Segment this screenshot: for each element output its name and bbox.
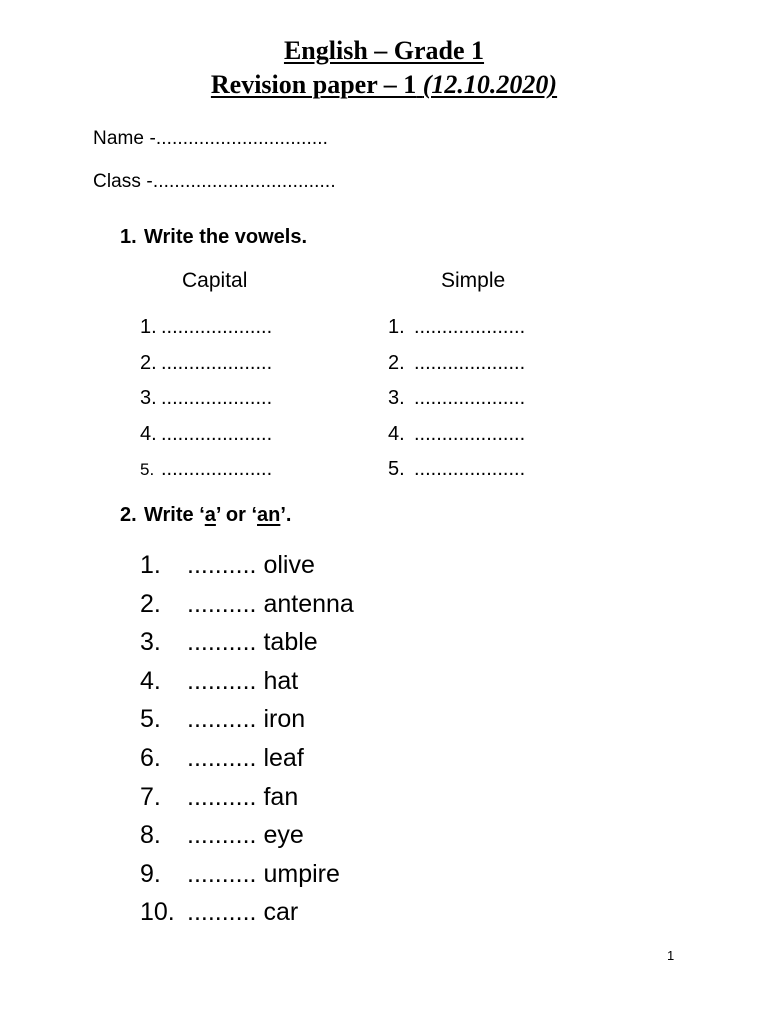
item-word: eye bbox=[263, 821, 304, 850]
list-item bbox=[140, 742, 354, 781]
simple-vowel-list bbox=[388, 313, 525, 491]
list-item bbox=[388, 313, 525, 349]
answer-blank: .................... bbox=[161, 316, 273, 338]
item-number: 10. bbox=[140, 898, 175, 927]
item-number: 8. bbox=[140, 821, 161, 850]
list-item bbox=[140, 549, 354, 588]
item-number: 9. bbox=[140, 859, 161, 888]
list-item bbox=[140, 420, 272, 456]
answer-blank: .......... bbox=[187, 859, 257, 888]
item-word: umpire bbox=[263, 859, 340, 888]
answer-blank: .......... bbox=[187, 743, 257, 772]
answer-blank: .................... bbox=[414, 316, 526, 338]
item-number: 3. bbox=[140, 387, 157, 409]
question-text-post: ’. bbox=[280, 504, 292, 526]
list-item bbox=[140, 819, 354, 858]
list-item bbox=[388, 455, 525, 491]
item-number: 7. bbox=[140, 782, 161, 811]
answer-blank: .......... bbox=[187, 821, 257, 850]
item-number: 5. bbox=[140, 705, 161, 734]
answer-blank: .................... bbox=[414, 387, 526, 409]
question-text-mid: ’ or ‘ bbox=[215, 504, 258, 526]
item-number: 1. bbox=[388, 316, 405, 338]
item-word: antenna bbox=[263, 589, 354, 618]
item-word: leaf bbox=[263, 743, 304, 772]
list-item bbox=[140, 313, 272, 349]
item-word: car bbox=[263, 898, 299, 927]
item-number: 4. bbox=[140, 422, 157, 445]
option-an: an bbox=[257, 504, 281, 526]
option-a: a bbox=[204, 504, 216, 526]
item-word: fan bbox=[263, 782, 299, 811]
question-2-heading bbox=[120, 504, 291, 527]
answer-blank: .................... bbox=[161, 458, 273, 480]
item-number: 2. bbox=[388, 351, 405, 374]
column-header-simple: Simple bbox=[441, 269, 506, 292]
title-line-2 bbox=[0, 68, 768, 102]
item-number: 2. bbox=[140, 351, 157, 374]
list-item bbox=[140, 588, 354, 627]
item-number: 4. bbox=[388, 422, 405, 445]
answer-blank: .......... bbox=[187, 589, 257, 618]
item-word: hat bbox=[263, 666, 299, 695]
answer-blank: .......... bbox=[187, 628, 257, 657]
list-item bbox=[140, 665, 354, 704]
list-item bbox=[140, 858, 354, 897]
item-number: 3. bbox=[388, 387, 405, 409]
item-word: table bbox=[263, 628, 318, 657]
item-word: iron bbox=[263, 705, 306, 734]
item-number: 5. bbox=[140, 460, 155, 479]
answer-blank: .......... bbox=[187, 551, 257, 579]
answer-blank: .......... bbox=[187, 666, 257, 695]
item-number: 4. bbox=[140, 666, 161, 695]
list-item bbox=[388, 384, 525, 420]
list-item bbox=[140, 896, 354, 935]
list-item bbox=[388, 420, 525, 456]
title-date: (12.10.2020) bbox=[422, 70, 558, 99]
question-number: 1. bbox=[120, 226, 137, 248]
item-number: 5. bbox=[388, 458, 405, 480]
list-item bbox=[140, 626, 354, 665]
class-field: Class -.................................. bbox=[93, 171, 336, 192]
item-word: olive bbox=[263, 551, 315, 579]
item-number: 6. bbox=[140, 743, 161, 772]
title-line-1: English – Grade 1 bbox=[283, 36, 485, 65]
list-item bbox=[388, 349, 525, 385]
answer-blank: .................... bbox=[414, 422, 526, 445]
column-header-capital: Capital bbox=[182, 269, 248, 292]
answer-blank: .................... bbox=[414, 458, 526, 480]
answer-blank: .......... bbox=[187, 782, 257, 811]
answer-blank: .................... bbox=[161, 387, 273, 409]
page-number: 1 bbox=[667, 948, 675, 963]
answer-blank: .................... bbox=[161, 351, 273, 374]
answer-blank: .......... bbox=[187, 705, 257, 734]
list-item bbox=[140, 349, 272, 385]
question-number: 2. bbox=[120, 504, 137, 526]
item-number: 1. bbox=[140, 551, 161, 579]
title-main: Revision paper – 1 bbox=[210, 70, 417, 99]
article-list bbox=[140, 549, 354, 935]
capital-vowel-list bbox=[140, 313, 272, 491]
page-title bbox=[0, 34, 768, 102]
question-1-heading bbox=[120, 226, 307, 249]
question-text: Write the vowels. bbox=[144, 226, 308, 248]
item-number: 1. bbox=[140, 316, 157, 338]
answer-blank: .................... bbox=[414, 351, 526, 374]
list-item bbox=[140, 455, 272, 491]
answer-blank: .......... bbox=[187, 898, 257, 927]
list-item bbox=[140, 781, 354, 820]
list-item bbox=[140, 703, 354, 742]
list-item bbox=[140, 384, 272, 420]
answer-blank: .................... bbox=[161, 422, 273, 445]
question-text-pre: Write ‘ bbox=[144, 504, 205, 526]
item-number: 2. bbox=[140, 589, 161, 618]
item-number: 3. bbox=[140, 628, 161, 657]
name-field: Name -................................ bbox=[93, 128, 329, 149]
